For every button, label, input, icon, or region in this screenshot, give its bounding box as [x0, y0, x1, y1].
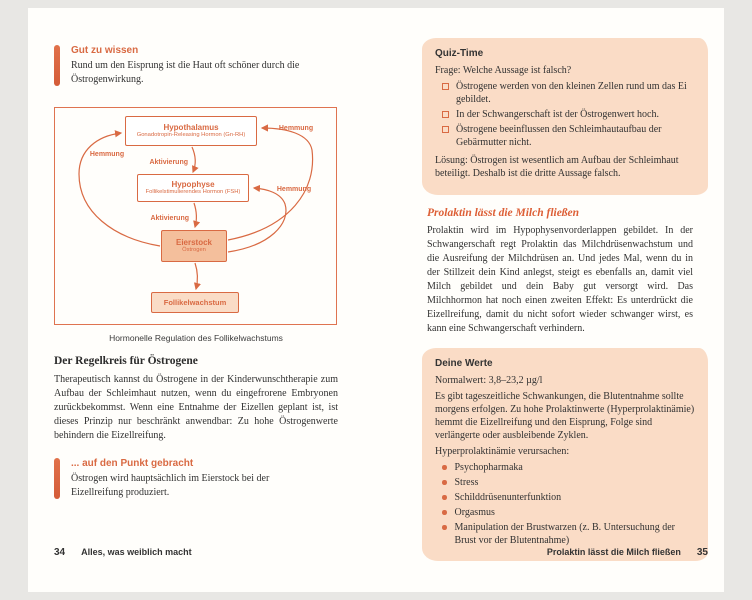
- quiz-solution: Lösung: Östrogen ist wesentlich am Aufbau der Schleimhaut beteiligt. Deshalb ist die dritte Aussage falsch.: [435, 155, 679, 179]
- body-paragraph-oestrogene: Therapeutisch kannst du Östrogene in der Kinderwunschtherapie zum Aufbau der Schleimhaut nutzen, wenn du eingefrorene Embryonen zurückbekommst. Wenn eine Entnahme der Eizellen geplant ist, ist dieses Prinzip nur beschränkt anwendbar: Zu hohe Östrogenwerte behindern die Eizellreifung.: [54, 374, 338, 441]
- quiz-option-label: Östrogene werden von den kleinen Zellen rund um das Ei gebildet.: [456, 81, 687, 105]
- list-item-label: Orgasmus: [454, 507, 495, 518]
- node-subtitle: Östrogen: [182, 247, 206, 253]
- diagram-node-follikelwachstum: [151, 292, 239, 313]
- quiz-option: [442, 80, 695, 106]
- arrow-to-follikelwachstum: [195, 263, 197, 289]
- callout-title: Gut zu wissen: [71, 45, 139, 56]
- hormone-regulation-diagram: [54, 107, 337, 325]
- callout-title: ... auf den Punkt gebracht: [71, 458, 194, 469]
- chapter-title: Prolaktin lässt die Milch fließen: [546, 547, 681, 557]
- quiz-option: [442, 123, 695, 149]
- section-heading-regelkreis: Der Regelkreis für Östrogene: [54, 355, 198, 367]
- bullet-icon: [442, 510, 447, 515]
- label-hemmung-left: Hemmung: [89, 151, 125, 158]
- label-aktivierung-1: Aktivierung: [149, 159, 188, 166]
- bullet-icon: [442, 495, 447, 500]
- list-item: [442, 491, 695, 504]
- bullet-icon: [442, 480, 447, 485]
- section-heading-prolaktin: Prolaktin lässt die Milch fließen: [427, 207, 580, 219]
- page-number: 35: [696, 547, 708, 558]
- quiz-box: [422, 38, 708, 195]
- diagram-caption: Hormonelle Regulation des Follikelwachstums: [109, 333, 283, 343]
- values-box: [422, 348, 708, 561]
- quiz-box-title: Quiz-Time: [435, 48, 484, 59]
- callout-body: [71, 45, 326, 86]
- page-left: [54, 8, 338, 592]
- values-text: Es gibt tageszeitliche Schwankungen, die Blutentnahme sollte morgens erfolgen. Zu hohe Prolaktinwerte (Hyperprolaktinämie) hemmt die Eizellreifung und den Eisprung, Folge sind verlängerte oder ausbleibende Zyklen.: [435, 391, 695, 441]
- list-item: [442, 476, 695, 489]
- list-item-label: Stress: [454, 477, 479, 488]
- info-callout-gut-zu-wissen: [54, 45, 338, 86]
- arrow-activation-1: [192, 147, 195, 172]
- label-hemmung-mid-right: Hemmung: [276, 186, 312, 193]
- diagram-node-hypophyse: [137, 174, 249, 202]
- checkbox-icon: [442, 83, 449, 90]
- diagram-node-eierstock: [161, 230, 227, 262]
- diagram-node-hypothalamus: [125, 116, 257, 146]
- label-hemmung-top-right: Hemmung: [278, 125, 314, 132]
- page-footer-left: [54, 542, 338, 560]
- list-item-label: Manipulation der Brustwarzen (z. B. Untersuchung der Brust vor der Blutentnahme): [454, 522, 675, 546]
- bullet-icon: [442, 465, 447, 470]
- normal-value: Normalwert: 3,8–23,2 µg/l: [435, 375, 543, 386]
- callout-text: Rund um den Eisprung ist die Haut oft schöner durch die Östrogenwirkung.: [71, 60, 300, 85]
- chapter-title: Alles, was weiblich macht: [81, 547, 192, 557]
- label-aktivierung-2: Aktivierung: [150, 215, 189, 222]
- values-box-title: Deine Werte: [435, 358, 493, 369]
- quiz-option: [442, 108, 695, 121]
- quiz-option-label: Östrogene beeinflussen den Schleimhautaufbau der Gebärmutter nicht.: [456, 124, 662, 148]
- arrow-activation-2: [194, 203, 196, 227]
- node-title: Hypophyse: [171, 179, 215, 189]
- page-footer-right: [422, 542, 708, 560]
- list-item: [442, 506, 695, 519]
- checkbox-icon: [442, 126, 449, 133]
- list-item-label: Schilddrüsenunterfunktion: [454, 492, 562, 503]
- list-item-label: Psychopharmaka: [454, 462, 523, 473]
- causes-intro: Hyperprolaktinämie verursachen:: [435, 446, 570, 457]
- node-subtitle: Follikelstimulierendes Hormon (FSH): [145, 189, 241, 195]
- summary-callout-auf-den-punkt: [54, 458, 338, 499]
- callout-accent-bar: [54, 45, 60, 86]
- callout-text: Östrogen wird hauptsächlich im Eierstock bei der Eizellreifung produziert.: [71, 473, 270, 498]
- checkbox-icon: [442, 111, 449, 118]
- callout-body: [71, 458, 301, 499]
- node-subtitle: Gonadotropin-Releasing Hormon (Gn-RH): [136, 132, 246, 138]
- node-title: Eierstock: [175, 237, 213, 247]
- list-item: [442, 461, 695, 474]
- bullet-icon: [442, 525, 447, 530]
- page-number: 34: [54, 547, 66, 558]
- quiz-question: Frage: Welche Aussage ist falsch?: [435, 65, 572, 76]
- node-title: Follikelwachstum: [163, 297, 227, 307]
- page-right: [422, 8, 708, 592]
- callout-accent-bar: [54, 458, 60, 499]
- book-spread: [28, 8, 724, 592]
- body-paragraph-prolaktin: Prolaktin wird im Hypophysenvorderlappen gebildet. In der Schwangerschaft regt Prolaktin das Milchdrüsenwachstum und die Ausreifung der Milchdrüsen an. Und jedes Mal, wenn du in der Stillzeit dein Kind anlegst, steigt es ebenfalls an, damit viel Milch gebildet und dein Baby gut versorgt wird. Das Milchhormon hat noch einen zweiten Effekt: Es unterdrückt die Eizellreifung, damit du nicht sofort wieder schwanger wirst, es kann eine Schwangerschaft verhindern.: [427, 225, 693, 334]
- quiz-option-label: In der Schwangerschaft ist der Östrogenwert hoch.: [456, 109, 659, 120]
- node-title: Hypothalamus: [163, 122, 219, 132]
